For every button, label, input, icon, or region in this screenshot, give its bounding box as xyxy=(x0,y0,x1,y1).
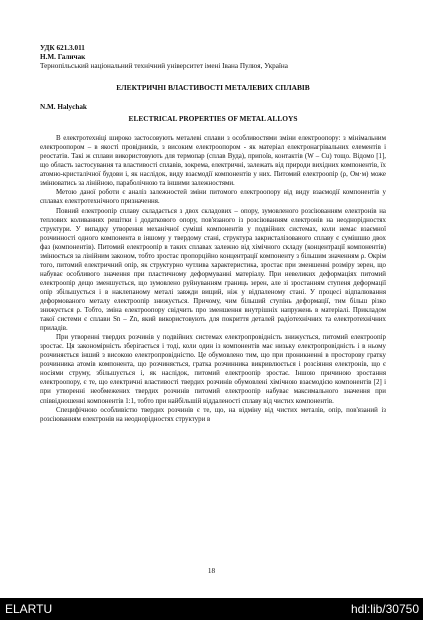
author-affiliation: Тернопільський національний технічний університет імені Івана Пулюя, Україна xyxy=(40,62,288,70)
page-number: 18 xyxy=(207,567,216,575)
repository-name: ELARTU xyxy=(5,602,53,616)
body-paragraph: Метою даної роботи є аналіз залежностей зміни питомого електроопору від виду взаємодії компонентів у сплавах електротехнічного призначення. xyxy=(40,189,386,206)
body-paragraph: В електротехніці широко застосовують металеві сплави з особливостями зміни електроопору: з мінімальним електроопором – в якості провідників, з високим електроопором - як матеріал електронагрівальних елементів і реостатів. Такі ж сплави використовують для термопар (сплав Вуда), припоїв, контактів (W – Cu) тощо. Відомо [1], що область застосування та властивості сплавів, зокрема, електричні, залежать від природи вихідних компонентів, їх атомно-кристалічної будови і, як наслідок, виду взаємодії компонентів у них. Питомий електроопір (ρ, Ом·м) може змінюватись за лінійною, параболічною та іншими залежностями. xyxy=(40,135,386,188)
page-content xyxy=(40,44,386,424)
author-name: Н.М. Галичак xyxy=(40,53,86,61)
handle-identifier: hdl:lib/30750 xyxy=(350,602,419,616)
repository-footer-bar xyxy=(0,598,423,620)
body-paragraph: Специфічною особливістю твердих розчинів є те, що, на відміну від чистих металів, опір, пов'язаний із розсіюванням електронів на неоднорідностях структури в xyxy=(40,406,386,423)
body-paragraph: При утворенні твердих розчинів у подвійних системах електропровідність знижується, питомий електроопір зростає. Ця закономірність зберігається і тоді, коли один із компонентів має низьку електропровідність і в ньому розчиняється інший з високою електропровідністю. Це обумовлено тим, що при проникненні в просторову гратку розчинника атомів компонента, що розчиняється, гратка розчинника викривлюється і розсіяння електронів, що є носіями струму, збільшується і, як наслідок, питомий електроопір зростає. Іншою причиною зростання електроопору, є те, що електричні властивості твердих розчинів обумовлені хімічною взаємодією компонентів [2] і при утворенні необмежених твердих розчинів питомий електроопір набуває максимального значення при співвідношенні компонентів 1:1, тобто при найбільшій віддаленості сплаву від чистих компонентів. xyxy=(40,334,386,405)
body-paragraph: Повний електроопір сплаву складається з двох складових – опору, зумовленого розсіюванням електронів на теплових коливаннях решітки і додаткового опору, пов'язаного із розсіюванням електронів на неоднорідностях структури. У випадку утворення механічної суміші компонентів у подвійних системах, коли немає взаємної розчинності одного компонента в іншому у твердому стані, структура закристалізованого сплаву є сумішшю двох фаз (компонентів). Питомий електроопір в таких сплавах залежно від хімічного складу (концентрації компонентів) змінюється за лінійним законом, тобто зростає пропорційно концентрації компоненту з більшим значенням ρ. Окрім того, питомий електричний опір, як структурно чутлива характеристика, зростає при зменшенні розміру зерен, що набуває особливого значення при пластичному деформуванні матеріалу. При невеликих деформаціях питомий електроопір дещо зменшується, що зумовлено руйнуванням границь зерен, але зі зростанням ступеня деформації опір збільшується і в наклепаному металі завжди вищий, ніж у відпаленому стані. У процесі відпалювання деформованого металу електроопір знижується. Причому, чим більший ступінь деформації, тим більш різко знижується ρ. Тобто, зміна електроопору свідчить про зменшення внутрішніх напружень в матеріалі. Прикладом такої системи є сплави Sn – Zn, який використовують для покриття деталей радіотехнічних та електротехнічних приладів. xyxy=(40,207,386,333)
author-name-english: N.M. Halychak xyxy=(40,103,87,112)
udc-code: УДК 621.3.011 xyxy=(40,44,85,52)
article-title-ukrainian: ЕЛЕКТРИЧНІ ВЛАСТИВОСТІ МЕТАЛЕВИХ СПЛАВІВ xyxy=(116,83,310,92)
article-title-english: ELECTRICAL PROPERTIES OF METAL ALLOYS xyxy=(128,114,298,124)
